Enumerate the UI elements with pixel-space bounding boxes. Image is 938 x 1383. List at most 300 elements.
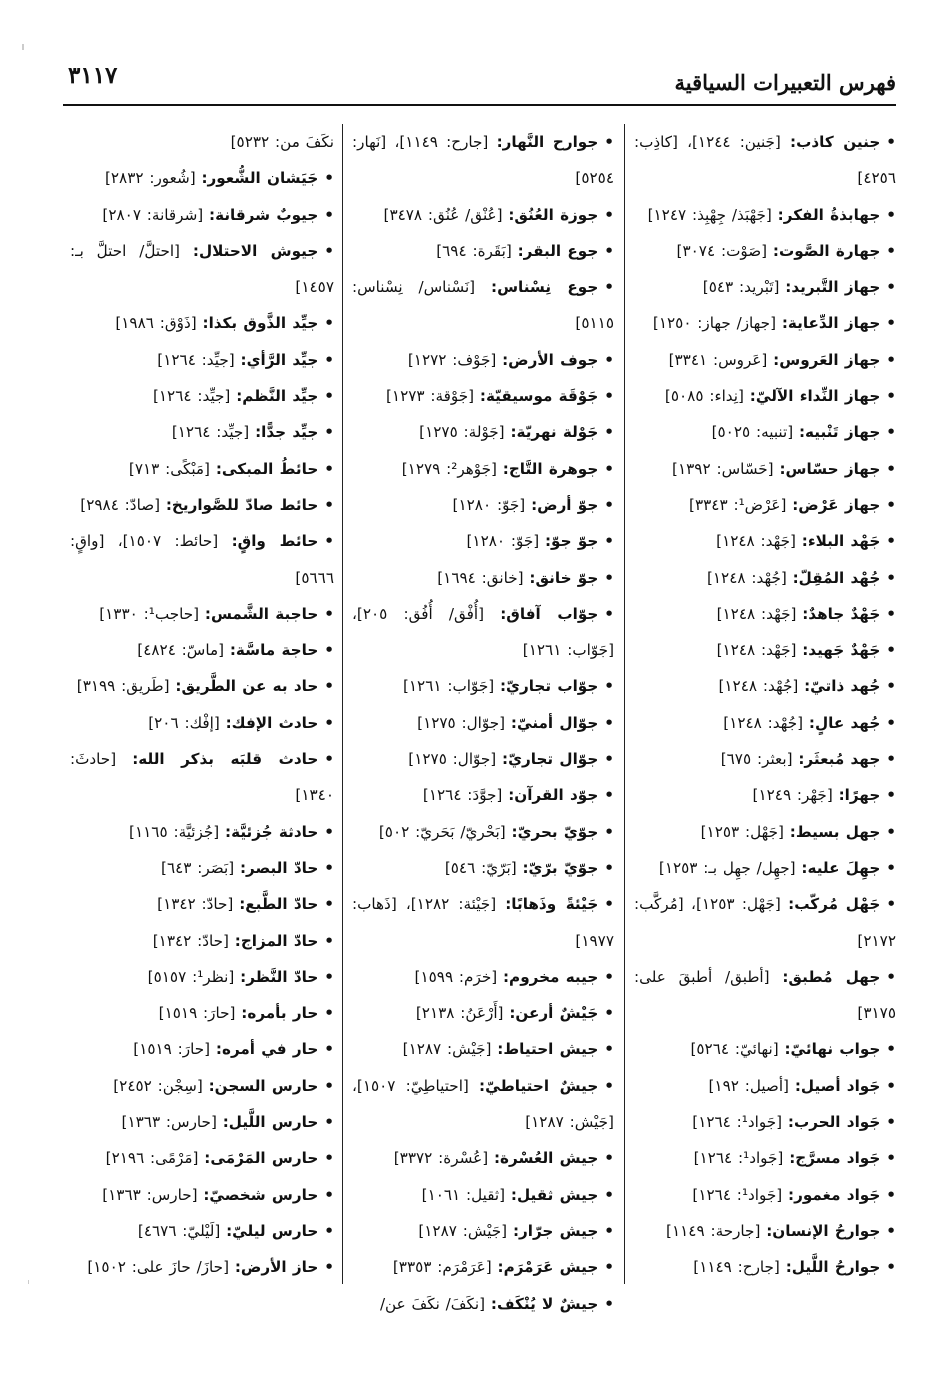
entry-term: جَيْئةً وذَهابًا: — [505, 895, 599, 914]
index-entry — [352, 959, 614, 995]
index-entry — [634, 305, 896, 341]
entry-reference: [جُزئيَّة: ١١٦٥] — [129, 822, 220, 841]
entry-term: حار بأمره: — [241, 1004, 319, 1023]
entry-reference: [احتلَّ/ احتلَّ بـ: ١٤٥٧] — [70, 241, 334, 297]
entry-term: حائطُ المبكى: — [215, 459, 319, 478]
entry-term: جهارة الصَّوت: — [772, 241, 881, 260]
index-entry — [634, 814, 896, 850]
entry-reference: [حارَ: ١٥١٩] — [158, 1004, 236, 1023]
index-column-middle — [352, 124, 614, 1322]
entry-reference: [جَوْقة: ١٢٧٣] — [385, 387, 475, 406]
entry-reference: [طَريق: ٣١٩٩] — [76, 677, 170, 696]
bullet-icon: • — [604, 459, 614, 478]
index-entry — [70, 451, 334, 487]
bullet-icon: • — [886, 278, 896, 297]
entry-reference: [جَوْهر²: ١٢٧٩] — [401, 459, 497, 478]
entry-term: جنين كاذب: — [790, 133, 881, 151]
bullet-icon: • — [604, 1221, 614, 1240]
entry-reference: [نهائيّ: ٥٢٦٤] — [690, 1040, 779, 1059]
entry-reference: [خانق: ١٦٩٤] — [437, 568, 524, 587]
bullet-icon: • — [886, 423, 896, 442]
bullet-icon: • — [886, 314, 896, 333]
entry-reference: [عَرَمْرَم: ٣٣٥٣] — [392, 1258, 492, 1277]
entry-reference: [جَيْش: ١٢٨٧] — [402, 1040, 492, 1059]
entry-reference: [جَهْبَذ/ جِهْبِذ: ١٢٤٧] — [647, 205, 772, 224]
index-entry — [634, 705, 896, 741]
entry-reference: [جَواد¹: ١٢٦٤] — [692, 1185, 783, 1204]
index-entry — [70, 342, 334, 378]
index-entry — [634, 342, 896, 378]
bullet-icon: • — [324, 314, 334, 333]
index-entry — [70, 233, 334, 306]
entry-reference: [سِجْن: ٢٤٥٢] — [113, 1076, 203, 1095]
index-entry — [634, 1140, 896, 1176]
entry-term: حادّ النَّظر: — [240, 967, 319, 986]
entry-reference: [عُسْرة: ٣٣٧٢] — [393, 1149, 489, 1168]
entry-term: جيوبٌ شرقانة: — [209, 205, 319, 224]
entry-reference: [حارس: ١٣٦٣] — [102, 1185, 198, 1204]
bullet-icon: • — [886, 967, 896, 986]
entry-reference: [جوّال: ١٢٧٥] — [417, 713, 506, 732]
entry-reference: [ذَوْق: ١٩٨٦] — [115, 314, 197, 333]
header-rule — [63, 104, 896, 106]
index-entry — [352, 197, 614, 233]
index-entry — [70, 959, 334, 995]
bullet-icon: • — [604, 895, 614, 914]
bullet-icon: • — [324, 713, 334, 732]
bullet-icon: • — [886, 387, 896, 406]
entry-reference: [حادّ: ١٣٤٢] — [152, 931, 229, 950]
entry-reference: [جيِّد: ١٢٦٤] — [152, 387, 231, 406]
bullet-icon: • — [886, 495, 896, 514]
entry-term: جيش احتياط: — [497, 1040, 599, 1059]
entry-reference: [حارَ: ١٥١٩] — [133, 1040, 211, 1059]
entry-reference: [جَنين: ١٢٤٤]، [كاذِب: ٤٢٥٦] — [634, 133, 896, 188]
bullet-icon: • — [324, 387, 334, 406]
index-entry — [634, 560, 896, 596]
bullet-icon: • — [604, 423, 614, 442]
entry-reference: نكَفَ من: ٥٢٣٢] — [230, 133, 334, 151]
entry-term: جُهْد المُقِلّ: — [792, 568, 881, 587]
entry-reference: [جَوْلة: ١٢٧٥] — [419, 423, 505, 442]
entry-term: حادثة جُزئيَّة: — [225, 822, 319, 841]
bullet-icon: • — [886, 641, 896, 660]
index-entry — [70, 1031, 334, 1067]
entry-reference: [جيِّد: ١٢٦٤] — [157, 350, 235, 369]
entry-reference: [صادّ: ٢٩٨٤] — [80, 495, 161, 514]
entry-term: حاز الأرض: — [234, 1258, 319, 1277]
entry-reference: [جَواد¹: ١٢٦٤] — [692, 1113, 783, 1132]
entry-term: حاد به عن الطَّريق: — [175, 677, 319, 696]
entry-reference: [جارحة: ١١٤٩] — [666, 1221, 761, 1240]
entry-term: جوّال أمنيّ: — [510, 713, 599, 732]
bullet-icon: • — [324, 1004, 334, 1023]
bullet-icon: • — [604, 241, 614, 260]
entry-term: جوّد القرآن: — [508, 786, 599, 805]
bullet-icon: • — [886, 786, 896, 805]
index-entry — [352, 596, 614, 669]
index-entry — [70, 850, 334, 886]
bullet-icon: • — [604, 568, 614, 587]
entry-term: جهاز حسّاس: — [779, 459, 881, 478]
entry-reference: [أصيل: ١٩٢] — [708, 1076, 789, 1095]
index-entry — [70, 197, 334, 233]
bullet-icon: • — [886, 1185, 896, 1204]
entry-term: جهرًا: — [838, 786, 881, 805]
entry-term: جيِّد النَّظم: — [236, 387, 319, 406]
bullet-icon: • — [604, 967, 614, 986]
entry-reference: [تنبيه: ٥٠٢٥] — [711, 423, 794, 442]
entry-term: جيبه مخروم: — [502, 967, 599, 986]
bullet-icon: • — [324, 1076, 334, 1095]
index-entry — [634, 378, 896, 414]
index-entry — [634, 269, 896, 305]
bullet-icon: • — [886, 350, 896, 369]
index-entry — [70, 523, 334, 596]
entry-term: حائط صادّ للصَّواريخ: — [165, 495, 319, 514]
index-entry — [70, 1213, 334, 1249]
entry-term: جَهْل مُركّب: — [788, 895, 881, 914]
entry-reference: [أُفْق/ أُفُق: ٢٠٥]، [جَوّاب: ١٢٦١] — [352, 604, 614, 660]
bullet-icon: • — [886, 822, 896, 841]
bullet-icon: • — [324, 205, 334, 224]
bullet-icon: • — [604, 1149, 614, 1168]
index-entry — [634, 668, 896, 704]
entry-term: جَواد الحرب: — [787, 1113, 881, 1132]
entry-term: جوارحُ اللَّيل: — [785, 1258, 881, 1277]
entry-term: جهاز الدِّعاية: — [781, 314, 881, 333]
entry-reference: [جَوّ: ١٢٨٠] — [466, 532, 540, 551]
entry-reference: [حادّ: ١٣٤٢] — [157, 895, 234, 914]
bullet-icon: • — [886, 205, 896, 224]
index-entry — [352, 705, 614, 741]
bullet-icon: • — [886, 677, 896, 696]
entry-term: جَهْدٌ جَهيد: — [802, 641, 881, 660]
entry-reference: [بَرّيّ: ٥٤٦] — [444, 858, 517, 877]
index-entry — [352, 1249, 614, 1285]
index-entry — [352, 814, 614, 850]
bullet-icon: • — [604, 1076, 614, 1095]
bullet-icon: • — [324, 641, 334, 660]
entry-reference: [جَوْف: ١٢٧٢] — [407, 350, 497, 369]
entry-term: حادّ البصر: — [239, 858, 319, 877]
index-entry — [634, 1104, 896, 1140]
entry-term: جَهْدٌ جاهدٌ: — [802, 604, 881, 623]
index-entry — [352, 487, 614, 523]
index-entry — [70, 124, 334, 160]
column-divider — [342, 124, 343, 1284]
bullet-icon: • — [886, 532, 896, 551]
entry-term: جهاز عَرْض: — [792, 495, 881, 514]
bullet-icon: • — [604, 750, 614, 769]
entry-term: حار في أمره: — [215, 1040, 319, 1059]
entry-reference: [نكَفَ/ نكَفَ عن/ — [379, 1294, 486, 1313]
entry-term: حارس المَرْمَى: — [204, 1149, 319, 1168]
index-entry — [70, 487, 334, 523]
entry-term: جهل مُطبق: — [782, 967, 881, 986]
bullet-icon: • — [324, 677, 334, 696]
bullet-icon: • — [324, 604, 334, 623]
index-entry — [352, 1140, 614, 1176]
bullet-icon: • — [604, 822, 614, 841]
entry-reference: [حارس: ١٣٦٣] — [121, 1113, 217, 1132]
index-entry — [634, 1031, 896, 1067]
entry-term: جوّاب آفاق: — [500, 604, 599, 623]
bullet-icon: • — [324, 532, 335, 551]
entry-term: جوّ جوّ: — [544, 532, 599, 551]
index-entry — [70, 160, 334, 196]
entry-term: حادث الإفك: — [225, 713, 319, 732]
index-entry — [352, 269, 614, 342]
entry-term: جُهد ذاتيّ: — [804, 677, 881, 696]
bullet-icon: • — [604, 677, 614, 696]
entry-term: جَواد أصيل: — [794, 1076, 881, 1095]
entry-term: جهل بسيط: — [789, 822, 881, 841]
entry-term: حادث قلبَه بذكر الله: — [132, 750, 319, 769]
bullet-icon: • — [886, 459, 896, 478]
entry-term: حادّ الطَّبع: — [239, 895, 319, 914]
entry-reference: [جُهْد: ١٢٤٨] — [718, 677, 799, 696]
entry-reference: [حادثَ: ١٣٤٠] — [70, 750, 334, 805]
entry-term: جيِّد الرَّأي: — [240, 350, 319, 369]
entry-reference: [جَيْئة: ١٢٨٢]، [ذَهاب: ١٩٧٧] — [352, 895, 614, 950]
bullet-icon: • — [886, 750, 896, 769]
entry-term: حائط واقٍ: — [231, 532, 319, 551]
index-entry — [634, 741, 896, 777]
index-entry — [70, 305, 334, 341]
index-entry — [70, 705, 334, 741]
index-entry — [634, 233, 896, 269]
entry-term: حاجة ماسَّة: — [229, 641, 319, 660]
entry-reference: [بَقَرة: ٦٩٤] — [436, 241, 512, 260]
entry-reference: [نِداء: ٥٠٨٥] — [664, 387, 744, 406]
bullet-icon: • — [886, 1221, 896, 1240]
bullet-icon: • — [886, 713, 896, 732]
index-entry — [352, 342, 614, 378]
index-entry — [634, 197, 896, 233]
bullet-icon: • — [324, 967, 334, 986]
entry-reference: [جَهْد: ١٢٤٨] — [716, 532, 796, 551]
entry-term: حارس السجن: — [208, 1076, 319, 1095]
index-entry — [634, 414, 896, 450]
entry-term: جوارح النَّهار: — [496, 133, 599, 151]
bullet-icon: • — [604, 1294, 614, 1313]
entry-reference: [شُعور: ٢٨٣٢] — [104, 169, 196, 188]
index-entry — [70, 1068, 334, 1104]
index-entry — [70, 1140, 334, 1176]
bullet-icon: • — [604, 532, 614, 551]
entry-term: جواب نهائيّ: — [784, 1040, 881, 1059]
bullet-icon: • — [324, 495, 334, 514]
bullet-icon: • — [604, 1258, 614, 1277]
entry-term: جهاز التَّبريد: — [785, 278, 881, 297]
entry-term: حارس شخصيّ: — [203, 1185, 319, 1204]
index-column-right — [634, 124, 896, 1286]
bullet-icon: • — [604, 350, 614, 369]
bullet-icon: • — [324, 931, 334, 950]
entry-term: حارس اللَّيل: — [222, 1113, 319, 1132]
entry-reference: [عَروس: ٣٣٤١] — [668, 350, 768, 369]
index-entry — [634, 487, 896, 523]
bullet-icon: • — [604, 495, 614, 514]
entry-term: جيِّد الذَّوق بكذا: — [202, 314, 319, 333]
bullet-icon: • — [324, 1040, 334, 1059]
entry-reference: [ثقيل: ١٠٦١] — [421, 1185, 506, 1204]
index-entry — [70, 596, 334, 632]
entry-term: جوّ خانق: — [529, 568, 599, 587]
bullet-icon: • — [886, 858, 896, 877]
bullet-icon: • — [324, 350, 334, 369]
index-entry — [352, 124, 614, 197]
entry-reference: [جُهْد: ١٢٤٨] — [723, 713, 804, 732]
bullet-icon: • — [324, 423, 334, 442]
page-number: ٣١١٧ — [68, 62, 118, 89]
entry-reference: [جَوّ: ١٢٨٠] — [452, 495, 526, 514]
entry-term: جهد مُبعثَر: — [798, 750, 881, 769]
index-entry — [352, 1068, 614, 1141]
entry-term: جوّيّ بحريّ: — [511, 822, 599, 841]
bullet-icon: • — [604, 858, 614, 877]
bullet-icon: • — [604, 1185, 614, 1204]
entry-term: جَواد مسرَّج: — [789, 1149, 881, 1168]
bullet-icon: • — [324, 1258, 334, 1277]
entry-reference: [مَبْكًى: ٧١٣] — [128, 459, 210, 478]
entry-reference: [نظر¹: ٥١٥٧] — [147, 967, 235, 986]
entry-term: جوّ أرض: — [531, 495, 599, 514]
entry-reference: [جارح: ١١٤٩] — [693, 1258, 780, 1277]
entry-term: جيش جرّار: — [512, 1221, 599, 1240]
entry-reference: [حازَ/ حازَ على: ١٥٠٢] — [87, 1258, 229, 1277]
bullet-icon: • — [324, 169, 334, 188]
entry-term: حادّ المزاج: — [234, 931, 319, 950]
entry-reference: [تَبْريد: ٥٤٣] — [702, 278, 780, 297]
index-entry — [70, 668, 334, 704]
bullet-icon: • — [886, 1040, 896, 1059]
entry-reference: [أطبق/ أطبقَ على: ٣١٧٥] — [634, 967, 896, 1023]
index-entry — [352, 741, 614, 777]
entry-reference: [صَوْت: ٣٠٧٤] — [676, 241, 768, 260]
entry-reference: [إفْك: ٢٠٦] — [148, 713, 220, 732]
entry-term: جَوْلة نهريّة: — [510, 423, 599, 442]
bullet-icon: • — [604, 1004, 614, 1023]
entry-reference: [احتياطِيّ: ١٥٠٧]، [جَيْش: ١٢٨٧] — [352, 1076, 614, 1132]
index-entry — [634, 886, 896, 959]
entry-reference: [بَحْريّ/ بَحَريّ: ٥٠٢] — [378, 822, 506, 841]
entry-reference: [حَسّاس: ١٣٩٢] — [672, 459, 774, 478]
entry-reference: [جهاز/ جهاز: ١٢٥٠] — [652, 314, 776, 333]
bullet-icon: • — [886, 133, 896, 151]
index-entry — [634, 523, 896, 559]
entry-reference: [جَهْر: ١٢٤٩] — [752, 786, 833, 805]
entry-term: جُهد عالٍ: — [808, 713, 881, 732]
bullet-icon: • — [886, 568, 896, 587]
index-entry — [352, 233, 614, 269]
index-entry — [352, 523, 614, 559]
entry-reference: [جَهْل: ١٢٥٣] — [700, 822, 784, 841]
index-entry — [352, 414, 614, 450]
index-entry — [352, 378, 614, 414]
entry-term: جهاز العَروس: — [773, 350, 881, 369]
entry-reference: [جَهْد: ١٢٤٨] — [716, 604, 797, 623]
index-entry — [70, 741, 334, 814]
index-entry — [352, 886, 614, 959]
bullet-icon: • — [324, 750, 334, 769]
index-entry — [634, 1213, 896, 1249]
entry-reference: [جهِل/ جهِل بـ: ١٢٥٣] — [658, 858, 796, 877]
bullet-icon: • — [604, 1040, 614, 1059]
index-entry — [70, 814, 334, 850]
entry-term: جيش ثقيل: — [510, 1185, 599, 1204]
entry-term: جهاز تَنْبيه: — [798, 423, 881, 442]
bullet-icon: • — [324, 858, 334, 877]
entry-term: حاجبة الشَّمس: — [204, 604, 319, 623]
bullet-icon: • — [324, 459, 334, 478]
entry-reference: [بعثر: ٦٧٥] — [720, 750, 793, 769]
entry-term: جَهْد البلاء: — [801, 532, 881, 551]
entry-term: جيشٌ احتياطيّ: — [479, 1076, 599, 1095]
index-entry — [634, 1068, 896, 1104]
bullet-icon: • — [324, 1113, 334, 1132]
index-entry — [634, 777, 896, 813]
entry-term: جَيْشٌ أرعن: — [509, 1004, 599, 1023]
entry-term: جهِلَ عليه: — [801, 858, 881, 877]
bullet-icon: • — [886, 1113, 896, 1132]
bullet-icon: • — [604, 278, 614, 297]
entry-term: جيش عَرَمْرَم: — [497, 1258, 599, 1277]
index-entry — [352, 560, 614, 596]
bullet-icon: • — [886, 895, 897, 914]
index-entry — [634, 451, 896, 487]
bullet-icon: • — [604, 604, 615, 623]
bullet-icon: • — [324, 1221, 334, 1240]
column-divider — [624, 124, 625, 1284]
index-entry — [70, 995, 334, 1031]
bullet-icon: • — [886, 604, 896, 623]
bullet-icon: • — [324, 1149, 334, 1168]
entry-reference: [جَيْش: ١٢٨٧] — [418, 1221, 508, 1240]
index-entry — [634, 632, 896, 668]
index-entry — [634, 959, 896, 1032]
entry-reference: [عَرْض¹: ٣٣٤٣] — [689, 495, 787, 514]
entry-term: جَواد مغمور: — [788, 1185, 881, 1204]
entry-term: جوزة العُنُق: — [508, 205, 599, 224]
index-entry — [352, 777, 614, 813]
index-entry — [352, 668, 614, 704]
entry-term: جوهرة التَّاج: — [502, 459, 599, 478]
entry-term: جيش العُسْرة: — [493, 1149, 599, 1168]
entry-term: جوف الأرض: — [502, 350, 599, 369]
entry-reference: [جوّال: ١٢٧٥] — [408, 750, 497, 769]
bullet-icon: • — [324, 1185, 334, 1204]
entry-term: جَوْقَة موسيقيّة: — [479, 387, 599, 406]
entry-reference: [لَيْليّ: ٤٦٧٦] — [137, 1221, 221, 1240]
entry-term: جهاز النِّداء الآليّ: — [749, 387, 881, 406]
entry-reference: [شرقانة: ٢٨٠٧] — [102, 205, 204, 224]
entry-reference: [جيِّد: ١٢٦٤] — [171, 423, 250, 442]
index-entry — [352, 1031, 614, 1067]
index-entry — [70, 1249, 334, 1285]
entry-term: جَيَشان الشُّعور: — [201, 169, 319, 188]
entry-term: جيِّد جدًّا: — [255, 423, 319, 442]
index-entry — [352, 1177, 614, 1213]
bullet-icon: • — [324, 822, 334, 841]
entry-reference: [حاجب¹: ١٣٣٠] — [99, 604, 200, 623]
entry-reference: [مَرْمًى: ٢١٩٦] — [105, 1149, 199, 1168]
index-entry — [634, 1177, 896, 1213]
index-entry — [70, 886, 334, 922]
entry-reference: [حائط: ١٥٠٧]، [واقٍ: ٥٦٦٦] — [70, 532, 334, 587]
index-entry — [634, 850, 896, 886]
